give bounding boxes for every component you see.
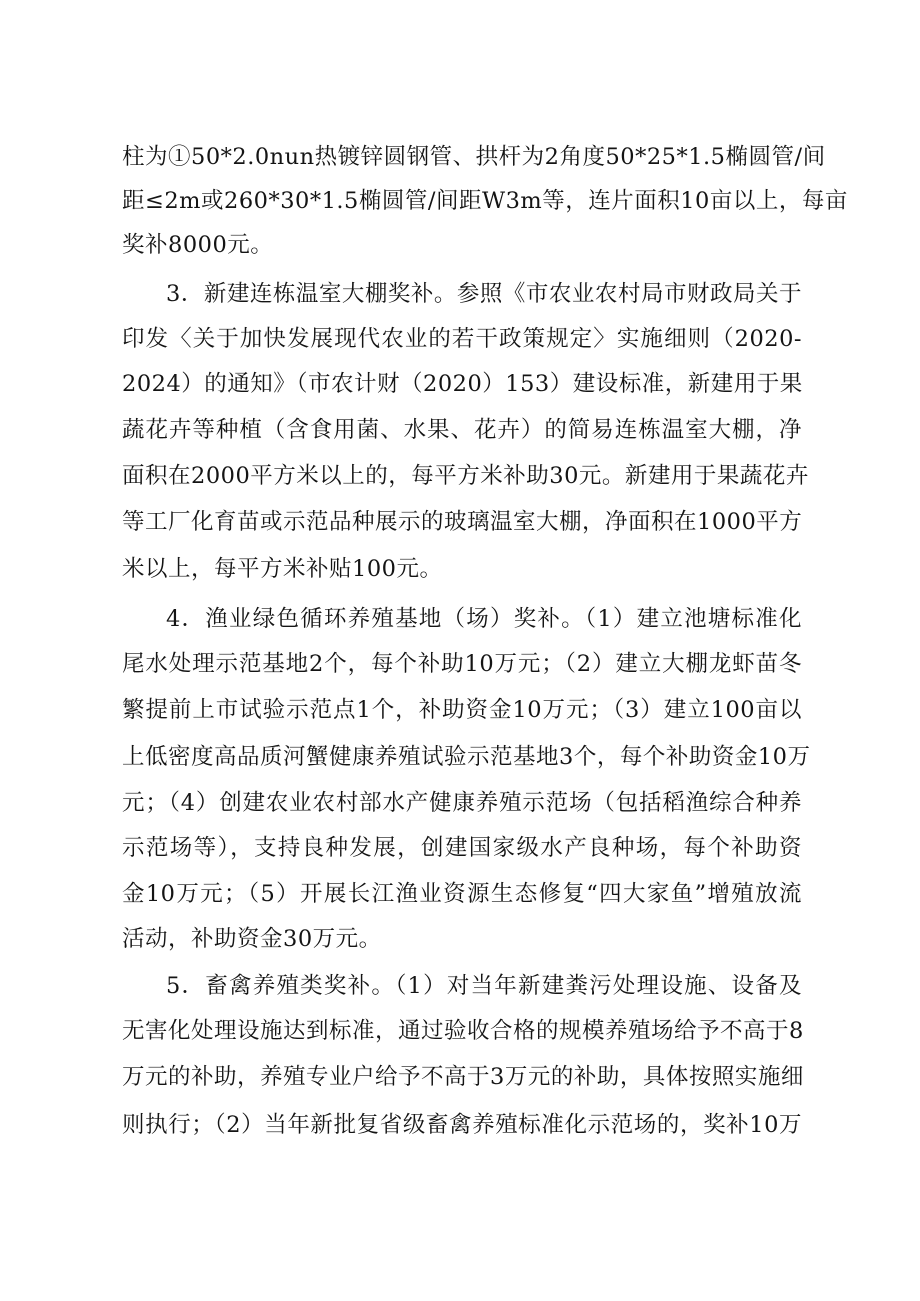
paragraph-start-line: 4．渔业绿色循环养殖基地（场）奖补。（1）建立池塘标准化 [166, 606, 802, 632]
text-line: 印发〈关于加快发展现代农业的若干政策规定〉实施细则（2020- [122, 326, 802, 352]
text-line: 蔬花卉等种植（含食用菌、水果、花卉）的简易连栋温室大棚，净 [122, 417, 802, 443]
text-line: 无害化处理设施达到标准，通过验收合格的规模养殖场给予不高于8 [122, 1018, 804, 1044]
text-line: 柱为①50*2.0nun热镀锌圆钢管、拱杆为2角度50*25*1.5椭圆管/间 [122, 144, 826, 170]
text-line: 奖补8000元。 [122, 232, 274, 258]
text-line: 尾水处理示范基地2个，每个补助10万元；（2）建立大棚龙虾苗冬 [122, 651, 802, 677]
text-line: 繁提前上市试验示范点1个，补助资金10万元；（3）建立100亩以 [122, 697, 802, 723]
text-line: 2024）的通知》（市农计财（2020）153）建设标准，新建用于果 [122, 371, 803, 397]
text-line: 面积在2000平方米以上的，每平方米补助30元。新建用于果蔬花卉 [122, 463, 809, 489]
text-line: 则执行；（2）当年新批复省级畜禽养殖标准化示范场的，奖补10万 [122, 1112, 802, 1138]
paragraph-start-line: 5．畜禽养殖类奖补。（1）对当年新建粪污处理设施、设备及 [166, 973, 802, 999]
text-line: 示范场等），支持良种发展，创建国家级水产良种场，每个补助资 [122, 835, 802, 861]
text-line: 上低密度高品质河蟹健康养殖试验示范基地3个，每个补助资金10万 [122, 744, 811, 770]
text-line: 活动，补助资金30万元。 [122, 926, 382, 952]
text-line: 等工厂化育苗或示范品种展示的玻璃温室大棚，净面积在1000平方 [122, 509, 803, 535]
text-line: 距≤2m或260*30*1.5椭圆管/间距W3m等，连片面积10亩以上，每亩 [122, 188, 848, 214]
text-line: 元；（4）创建农业农村部水产健康养殖示范场（包括稻渔综合种养 [122, 790, 802, 816]
text-line: 万元的补助，养殖专业户给予不高于3万元的补助，具体按照实施细 [122, 1064, 804, 1090]
paragraph-start-line: 3．新建连栋温室大棚奖补。参照《市农业农村局市财政局关于 [166, 281, 802, 307]
text-line: 金10万元；（5）开展长江渔业资源生态修复“四大家鱼”增殖放流 [122, 881, 802, 907]
text-line: 米以上，每平方米补贴100元。 [122, 556, 443, 582]
